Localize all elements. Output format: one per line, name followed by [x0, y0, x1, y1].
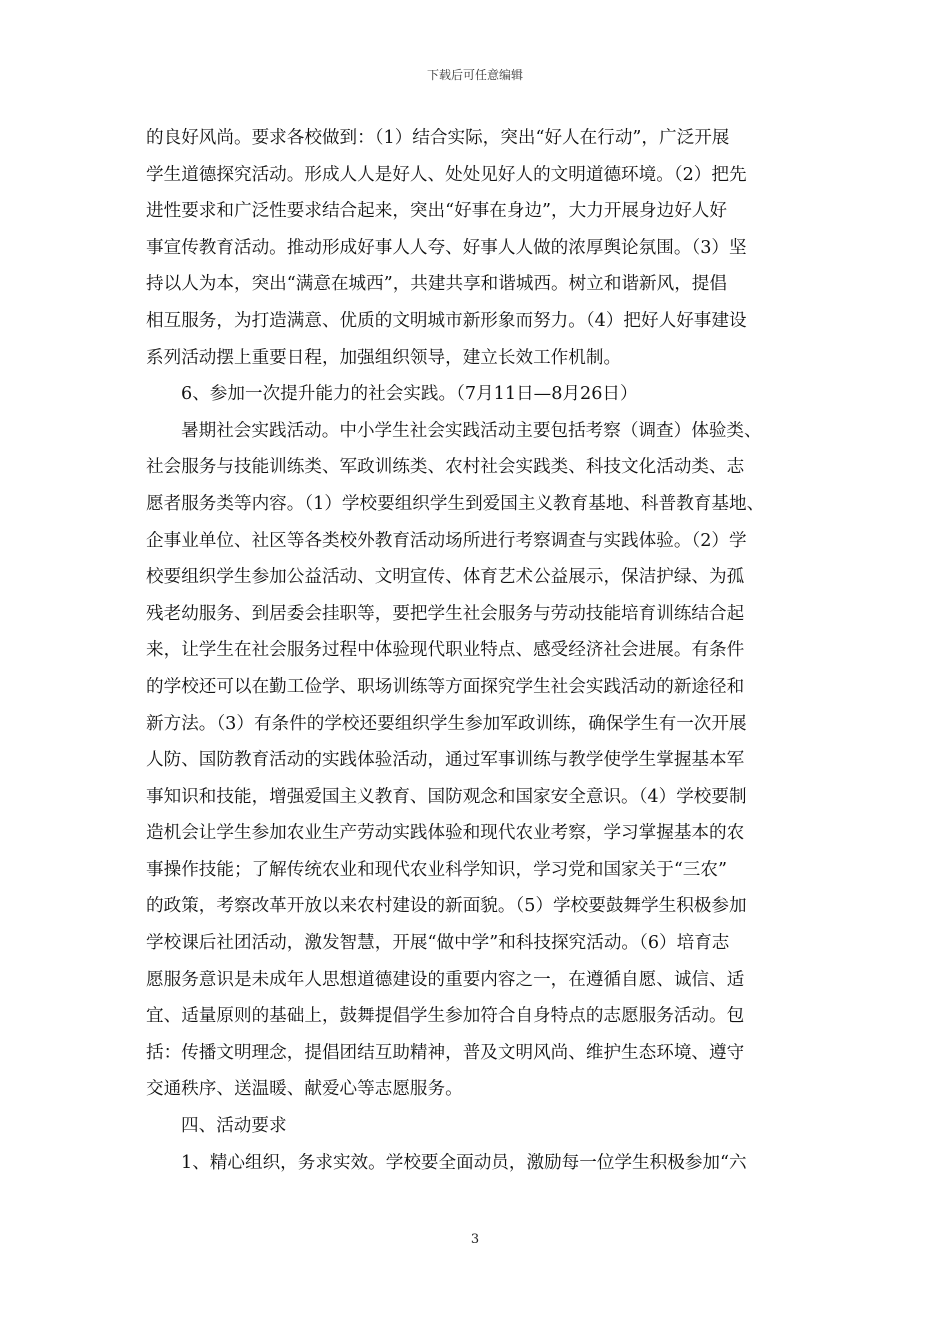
text-line: 愿者服务类等内容。（1）学校要组织学生到爱国主义教育基地、科普教育基地、: [146, 493, 765, 514]
text-line: 愿服务意识是未成年人思想道德建设的重要内容之一，在遵循自愿、诚信、适: [146, 969, 745, 990]
page-header: 下载后可任意编辑: [426, 68, 523, 82]
text-line: 人防、国防教育活动的实践体验活动，通过军事训练与教学使学生掌握基本军: [146, 750, 745, 771]
text-line: 的学校还可以在勤工俭学、职场训练等方面探究学生社会实践活动的新途径和: [146, 676, 745, 697]
text-line: 新方法。（3）有条件的学校还要组织学生参加军政训练，确保学生有一次开展: [146, 713, 747, 734]
text-line: 来，让学生在社会服务过程中体验现代职业特点、感受经济社会进展。有条件: [146, 640, 745, 661]
text-line: 宜、适量原则的基础上，鼓舞提倡学生参加符合自身特点的志愿服务活动。包: [146, 1006, 745, 1027]
text-line: 事知识和技能，增强爱国主义教育、国防观念和国家安全意识。（4）学校要制: [146, 786, 747, 807]
text-line: 造机会让学生参加农业生产劳动实践体验和现代农业考察，学习掌握基本的农: [146, 823, 745, 844]
text-line: 企事业单位、社区等各类校外教育活动场所进行考察调查与实践体验。（2）学: [146, 530, 747, 551]
text-line: 学生道德探究活动。形成人人是好人、处处见好人的文明道德环境。（2）把先: [146, 164, 747, 185]
text-line: 相互服务，为打造满意、优质的文明城市新形象而努力。（4）把好人好事建设: [146, 310, 747, 331]
text-line: 四、活动要求: [181, 1116, 287, 1137]
text-line: 事操作技能；了解传统农业和现代农业科学知识，学习党和国家关于“三农”: [146, 859, 727, 880]
text-line: 进性要求和广泛性要求结合起来，突出“好事在身边”，大力开展身边好人好: [146, 201, 727, 222]
text-line: 交通秩序、送温暖、献爱心等志愿服务。: [146, 1079, 463, 1100]
page-number: 3: [470, 1232, 480, 1247]
text-line: 系列活动摆上重要日程，加强组织领导，建立长效工作机制。: [146, 347, 622, 368]
text-line: 的良好风尚。要求各校做到：（1）结合实际，突出“好人在行动”，广泛开展: [146, 128, 730, 148]
text-line: 事宣传教育活动。推动形成好事人人夸、好事人人做的浓厚舆论氛围。（3）坚: [146, 237, 747, 258]
text-line: 校要组织学生参加公益活动、文明宣传、体育艺术公益展示，保洁护绿、为孤: [146, 567, 745, 588]
text-line: 括：传播文明理念，提倡团结互助精神，普及文明风尚、维护生态环境、遵守: [146, 1042, 745, 1063]
document-body: [146, 120, 810, 1181]
text-line: 1、精心组织，务求实效。学校要全面动员，激励每一位学生积极参加“六: [181, 1152, 747, 1173]
text-line: 的政策，考察改革开放以来农村建设的新面貌。（5）学校要鼓舞学生积极参加: [146, 896, 747, 917]
text-line: 持以人为本，突出“满意在城西”，共建共享和谐城西。树立和谐新风，提倡: [146, 274, 727, 295]
text-line: 学校课后社团活动，激发智慧，开展“做中学”和科技探究活动。（6）培育志: [146, 933, 730, 954]
text-line: 社会服务与技能训练类、军政训练类、农村社会实践类、科技文化活动类、志: [146, 457, 745, 478]
text-line: 残老幼服务、到居委会挂职等，要把学生社会服务与劳动技能培育训练结合起: [146, 603, 745, 624]
text-line: 6、参加一次提升能力的社会实践。（7月11日—8月26日）: [181, 384, 638, 405]
text-line: 暑期社会实践活动。中小学生社会实践活动主要包括考察（调查）体验类、: [181, 420, 762, 441]
